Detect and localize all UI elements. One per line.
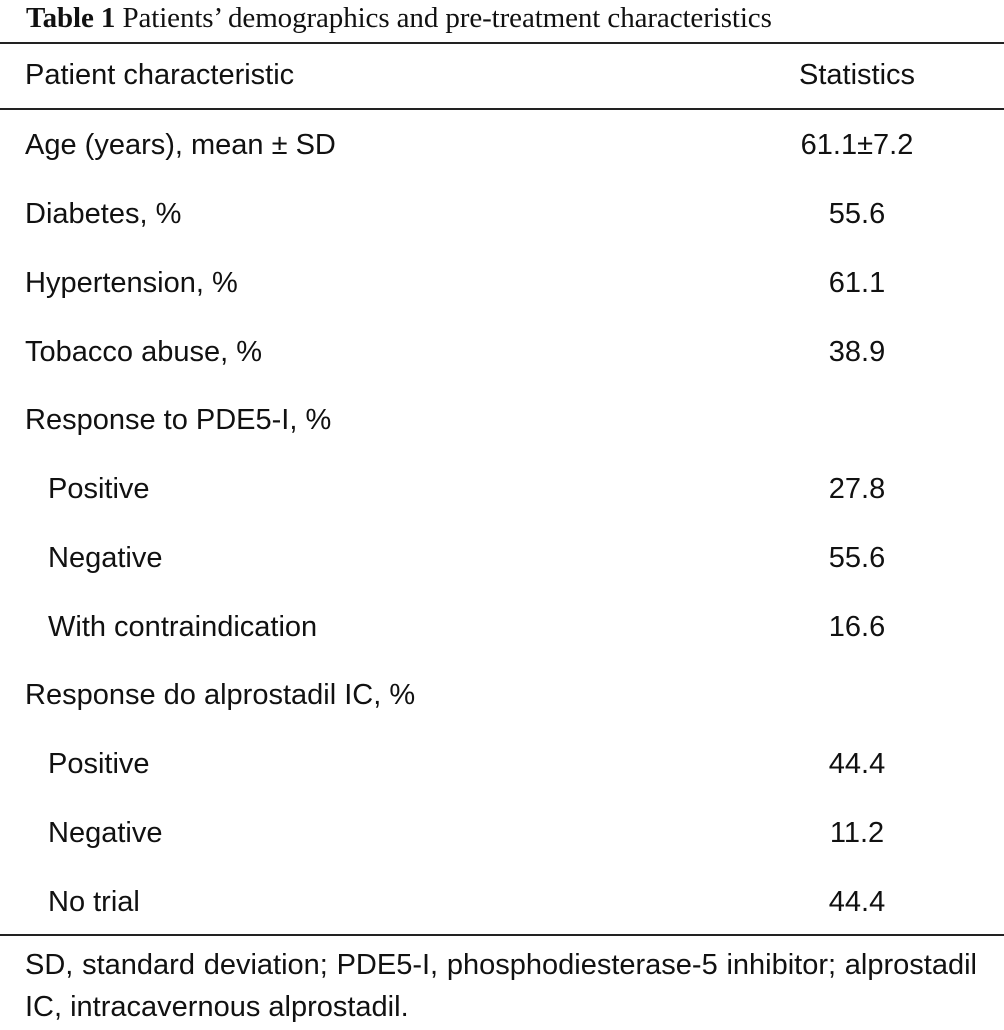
header-characteristic: Patient characteristic: [25, 59, 295, 91]
row-value: 55.6: [828, 198, 886, 230]
table-row: [0, 593, 1004, 661]
table-row: [0, 730, 1004, 798]
row-label: No trial: [48, 886, 140, 918]
row-label: With contraindication: [48, 611, 318, 643]
row-value: 11.2: [829, 817, 885, 849]
row-value: 55.6: [828, 542, 886, 574]
row-label: Negative: [48, 542, 163, 574]
table-row: [0, 868, 1004, 936]
row-value: 44.4: [828, 886, 886, 918]
table-footnote: SD, standard deviation; PDE5-I, phosphodiesterase-5 inhibitor; alprostadil IC, intracavernous alprostadil.: [25, 949, 977, 1023]
row-value: 16.6: [828, 611, 886, 643]
table-caption: [26, 0, 772, 38]
row-label: Hypertension, %: [25, 267, 238, 299]
row-value: 61.1±7.2: [800, 129, 914, 161]
table-row: [0, 524, 1004, 592]
table-caption-label: Table 1: [26, 2, 116, 34]
row-label: Negative: [48, 817, 163, 849]
header-statistics: Statistics: [798, 59, 916, 91]
table-row: [0, 180, 1004, 248]
table-header-rule: [0, 108, 1004, 110]
row-label: Age (years), mean ± SD: [25, 129, 336, 161]
row-label: Diabetes, %: [25, 198, 182, 230]
row-label: Positive: [48, 748, 150, 780]
row-label: Positive: [48, 473, 150, 505]
row-value: 44.4: [828, 748, 886, 780]
row-value: 61.1: [828, 267, 886, 299]
table-row: [0, 455, 1004, 523]
row-value: 38.9: [828, 336, 886, 368]
row-value: 27.8: [828, 473, 886, 505]
table-row: [0, 318, 1004, 386]
table-row-group: [0, 386, 1004, 454]
table-row: [0, 249, 1004, 317]
table-bottom-rule: [0, 934, 1004, 936]
table-row: [0, 111, 1004, 179]
row-label: Response do alprostadil IC, %: [25, 679, 416, 711]
table-row-group: [0, 661, 1004, 729]
table-header-row: [0, 43, 1004, 108]
table-row: [0, 799, 1004, 867]
row-label: Response to PDE5-I, %: [25, 404, 332, 436]
row-label: Tobacco abuse, %: [25, 336, 262, 368]
table-caption-title: Patients’ demographics and pre-treatment characteristics: [122, 2, 772, 34]
